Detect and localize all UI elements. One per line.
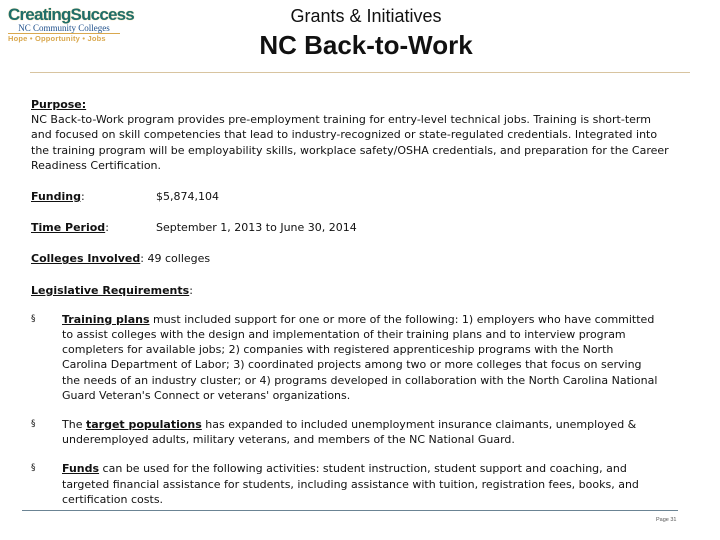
bullet-icon: §: [31, 313, 36, 324]
top-divider: [30, 72, 690, 73]
list-item: [31, 417, 662, 447]
bullet-icon: §: [31, 463, 36, 474]
time-period-value: September 1, 2013 to June 30, 2014: [156, 221, 357, 235]
legislative-heading: [31, 283, 671, 298]
purpose-text: NC Back-to-Work program provides pre-employment training for entry-level technical jobs. Training is short-term and focused on skill competencies that lead to industry-recognized or state-regulated credentials. Integrated into the training program will be employability skills, workplace safety/OSHA credentials, and preparation for the Career Readiness Certification.: [31, 113, 669, 172]
bullet-icon: §: [31, 419, 36, 430]
item-key: Training plans: [62, 312, 150, 326]
logo-line1: CreatingSuccess: [8, 5, 134, 24]
item-text: must included support for one or more of the following: 1) employers who have committed to assist colleges with the design and implementation of their training plans and to interview program completers for available jobs; 2) companies with registered apprenticeship programs with the North Carolina Department of Labor; 3) coordinated projects among two or more colleges that focus on serving the needs of an industry cluster; or 4) programs developed in collaboration with the North Carolina National Guard Veteran's Connect or veterans' organizations.: [62, 312, 658, 402]
bottom-divider: [22, 510, 678, 511]
list-item: [31, 461, 662, 507]
logo-line2: NC Community Colleges: [18, 23, 110, 33]
funding-value: $5,874,104: [156, 190, 219, 204]
legislative-list: [31, 312, 671, 507]
time-period-label: Time Period: [31, 221, 106, 235]
item-text: can be used for the following activities: student instruction, student support and coaching, and targeted financial assistance for students, including assistance with tuition, registration fees, books, and certification costs.: [62, 462, 639, 506]
colleges-row: [31, 251, 671, 266]
funding-colon: :: [80, 190, 85, 204]
list-item: [31, 312, 662, 403]
item-key: Funds: [62, 462, 100, 476]
item-text: has expanded to included unemployment insurance claimants, unemployed & underemployed adults, military veterans, and members of the NC National Guard.: [62, 418, 637, 447]
item-pre: The: [62, 418, 86, 432]
time-period-row: [31, 220, 671, 235]
colleges-value: 49 colleges: [144, 252, 211, 266]
time-period-colon: :: [105, 221, 109, 235]
funding-label: Funding: [31, 190, 81, 204]
legislative-label: Legislative Requirements: [31, 283, 190, 297]
legislative-colon: :: [189, 283, 193, 297]
colleges-colon: :: [140, 252, 144, 266]
colleges-label: Colleges Involved: [31, 252, 141, 266]
subtitle: Grants & Initiatives: [290, 6, 442, 26]
funding-row: [31, 189, 671, 204]
purpose-label: Purpose:: [31, 98, 87, 111]
page-number: Page 31: [656, 517, 677, 523]
content: [31, 97, 671, 521]
page-title: NC Back-to-Work: [259, 30, 473, 60]
item-key: target populations: [85, 418, 202, 432]
logo-line3: Hope • Opportunity • Jobs: [8, 33, 120, 44]
